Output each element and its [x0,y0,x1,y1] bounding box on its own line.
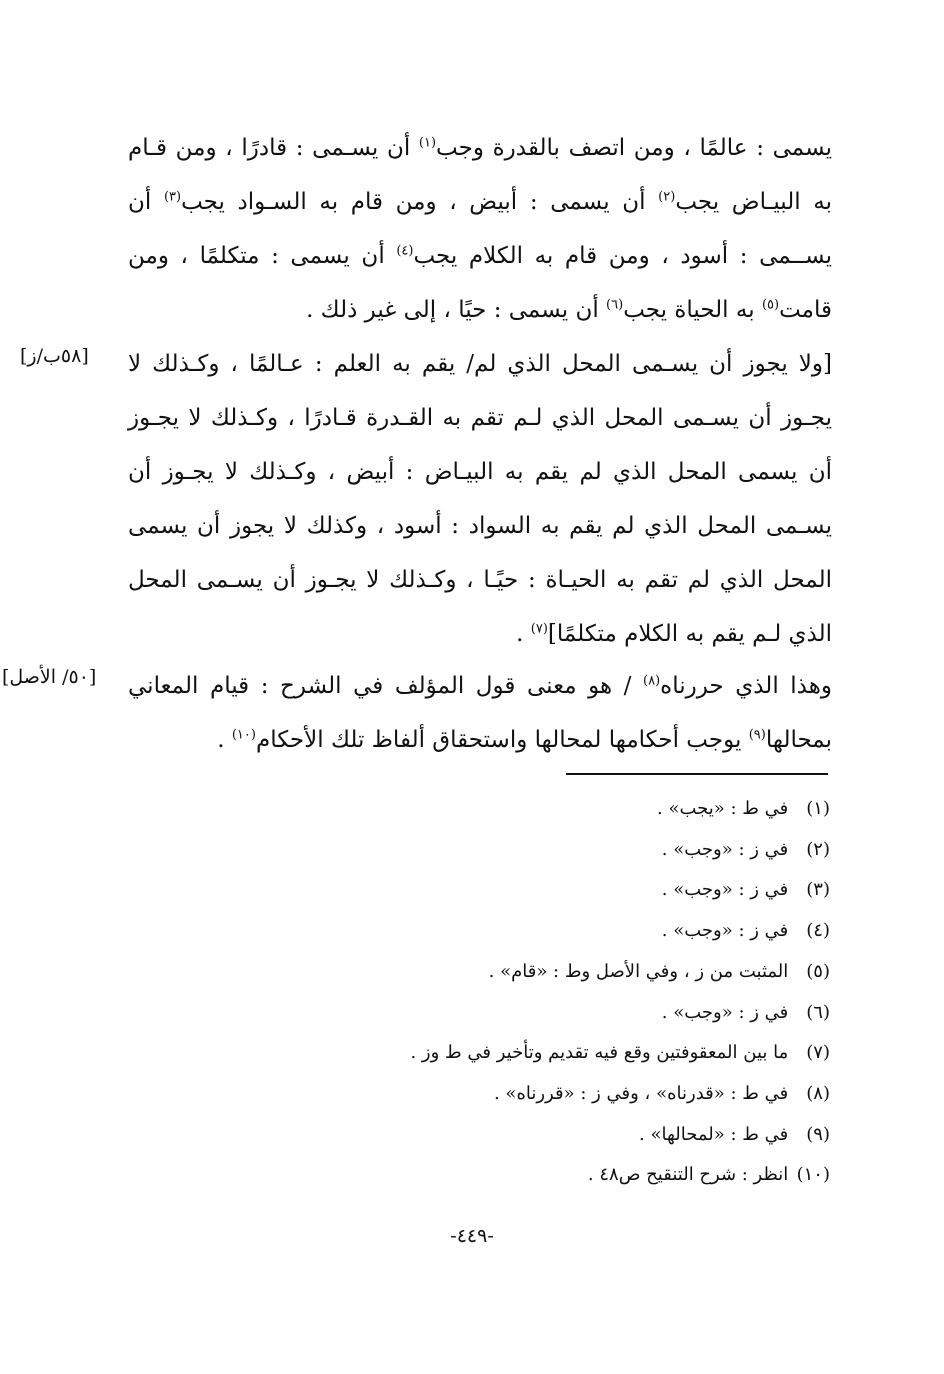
footnote-text: في ز : «وجب» . [661,1001,789,1023]
text-run: أن يسمى : متكلمًا ، ومن قامت [128,243,832,323]
footnote-ref-1[interactable]: (١) [418,135,437,151]
footnote-text: في ط : «يجب» . [657,798,789,819]
footnote-item [300,1074,830,1115]
footnote-item [300,789,830,830]
margin-note-manuscript-asl: [٥٠/ الأصل] [2,666,97,688]
footnote-number: (٧) [806,1042,830,1064]
footnote-item [300,993,830,1034]
paragraph-1 [128,121,832,337]
footnote-number: (٣) [806,879,830,901]
footnote-item [300,830,830,871]
text-run: وهذا الذي حررناه [660,673,832,699]
footnote-item [300,952,830,993]
footnote-number: (٩) [806,1123,830,1145]
text-run: أن يسمى : أبيض ، ومن قام به السـواد يجب [181,189,659,215]
footnote-item [300,1033,830,1074]
footnote-ref-5[interactable]: (٥) [761,297,780,313]
footnote-text: في ز : «وجب» . [661,920,789,942]
text-run: أن يســمى : أسود ، ومن قام به الكلام يجب [128,189,832,269]
text-run: [ولا يجوز أن يسـمى المحل الذي لم/ يقم به العلم : عـالمًا ، وكـذلك لا يجـوز أن يسـمى المحل الذي لـم تقم به القـدرة قـادرًا ، وكـذلك لا يجـوز أن يسمى المحل الذي لم يقم به البيـاض : أبيض ، وكـذلك لا يجـوز أن يسـمى المحل الذي لم يقم به السواد : أسود ، وكذلك لا يجوز أن يسمى المحل الذي لم تقم به الحيـاة : حيًـا ، وكـذلك لا يجـوز أن يسـمى المحل الذي لـم يقم به الكلام متكلمًا] [128,351,832,647]
text-run: . [516,621,531,647]
footnote-item [300,870,830,911]
footnote-text: في ط : «قدرناه» ، وفي ز : «قررناه» . [493,1082,789,1104]
text-run: أن يسـمى : قادرًا ، ومن قـام به البيـاض يجب [128,135,832,215]
footnote-item [300,1155,830,1196]
text-run: به الحياة يجب [623,297,762,323]
paragraph-2 [128,337,832,661]
footnote-text: في ط : «لمحالها» . [639,1123,789,1145]
text-run: . [217,727,232,753]
text-run: / هو معنى قول المؤلف في الشرح : قيام المعاني بمحالها [128,673,832,753]
footnote-divider [566,773,828,775]
footnote-item [300,911,830,952]
footnote-number: (٦) [806,1001,830,1023]
footnote-ref-10[interactable]: (١٠) [231,727,256,743]
footnote-ref-3[interactable]: (٣) [163,189,182,205]
footnote-ref-9[interactable]: (٩) [748,727,766,743]
footnote-item [300,1115,830,1156]
footnote-text: في ز : «وجب» . [661,879,789,901]
footnote-text: انظر : شرح التنقيح ص٤٨ . [587,1164,789,1186]
paragraph-3 [128,659,832,767]
footnote-number: (٨) [806,1082,830,1104]
footnote-number: (٥) [806,960,830,982]
footnote-ref-2[interactable]: (٢) [658,189,676,205]
footnote-text: في ز : «وجب» . [661,838,789,860]
footnote-ref-7[interactable]: (٧) [530,621,548,637]
footnote-text: ما بين المعقوفتين وقع فيه تقديم وتأخير في ط وز . [410,1042,789,1064]
page-number: -٤٤٩- [450,1225,494,1247]
footnote-ref-4[interactable]: (٤) [396,243,414,259]
footnote-number: (١) [806,798,830,819]
text-run: أن يسمى : حيًا ، إلى غير ذلك . [306,297,607,323]
footnotes-list [300,789,830,1196]
margin-note-manuscript-z: [٥٨ب/ز] [20,345,89,367]
footnote-text: المثبت من ز ، وفي الأصل وط : «قام» . [488,960,789,982]
footnote-number: (٢) [806,838,830,860]
footnote-number: (٤) [806,920,830,942]
footnote-ref-6[interactable]: (٦) [606,297,624,313]
footnote-number: (١٠) [796,1164,830,1186]
text-run: يوجب أحكامها لمحالها واستحقاق ألفاظ تلك الأحكام [255,727,749,753]
text-run: يسمى : عالمًا ، ومن اتصف بالقدرة وجب [436,135,832,161]
footnote-ref-8[interactable]: (٨) [643,673,661,689]
